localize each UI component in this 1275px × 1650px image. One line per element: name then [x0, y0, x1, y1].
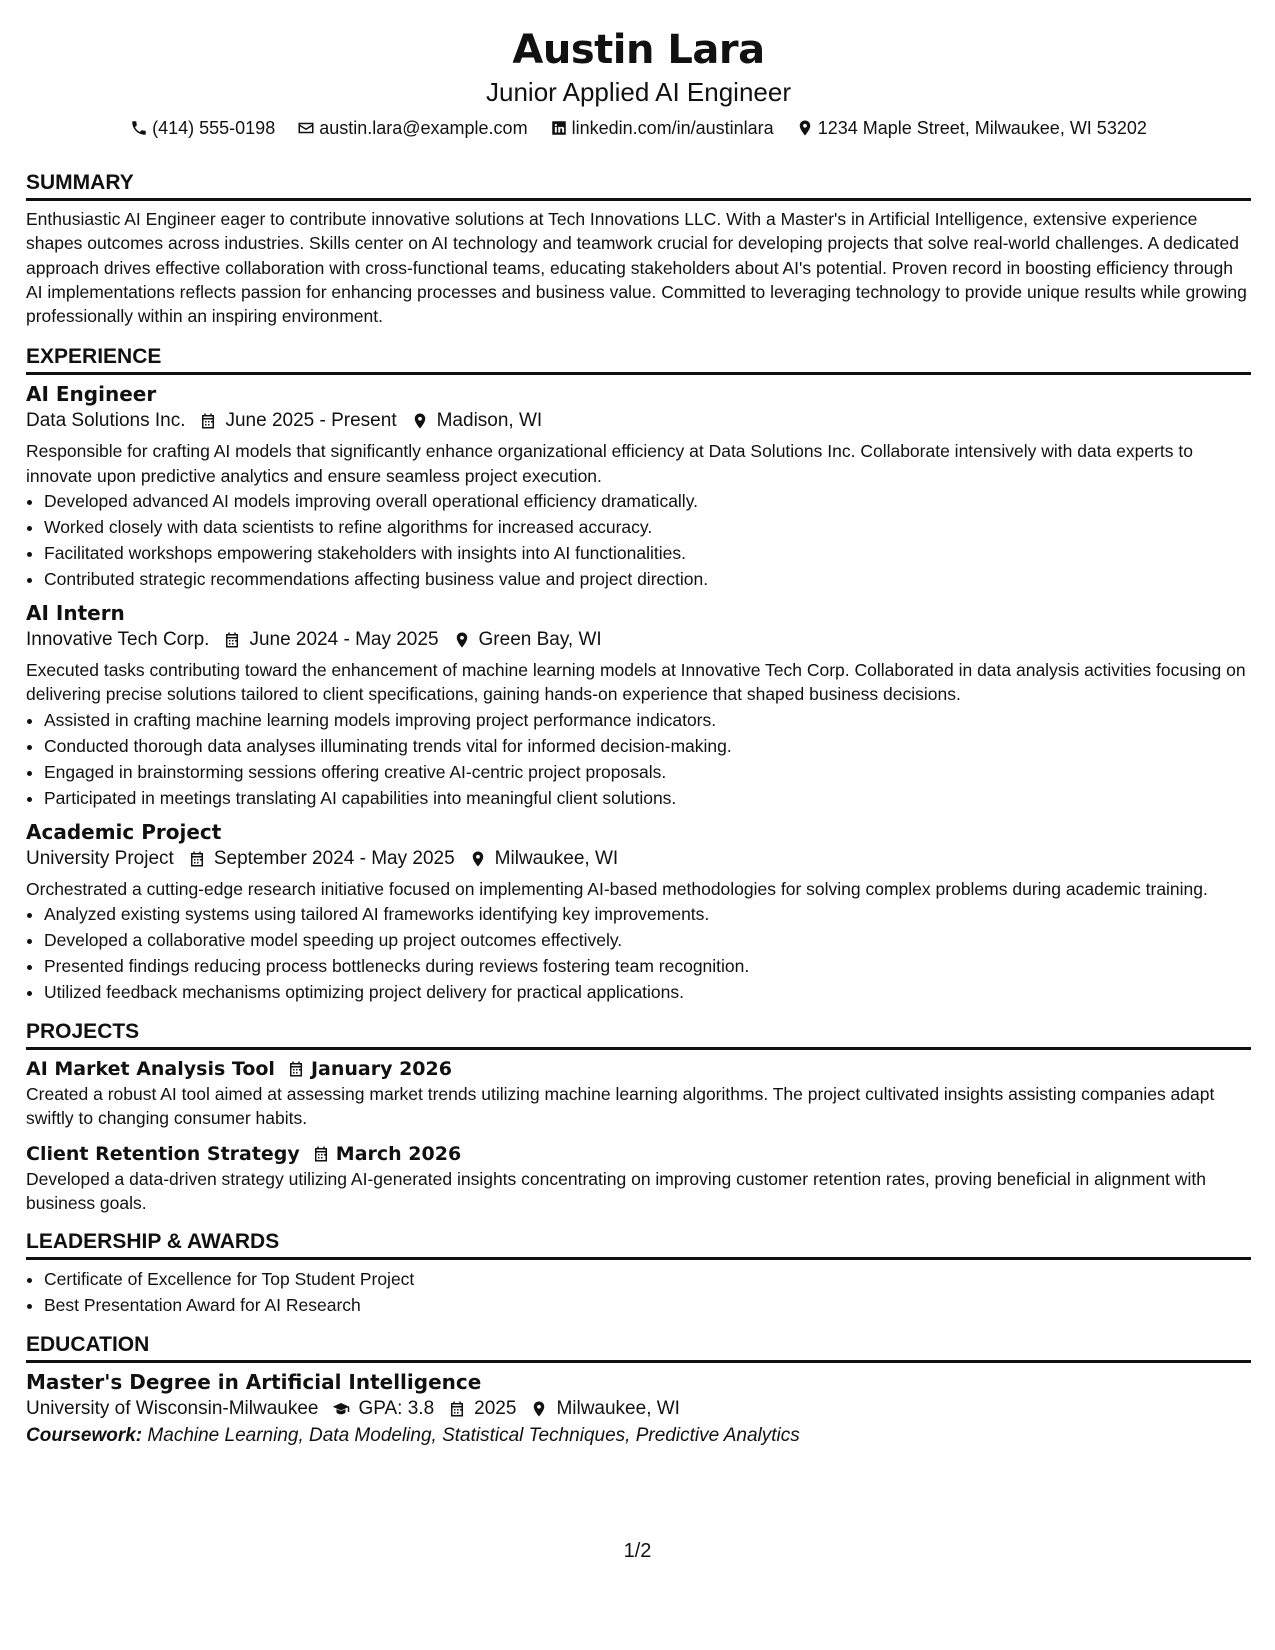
project-date: January 2026	[310, 1057, 452, 1080]
job-dates: June 2025 - Present	[225, 410, 397, 432]
calendar-icon	[188, 850, 206, 868]
awards-list	[26, 1266, 1251, 1318]
education-section	[26, 1332, 1251, 1449]
coursework-label: Coursework:	[26, 1425, 143, 1447]
envelope-icon	[297, 119, 315, 137]
job-bullets	[26, 707, 1251, 811]
candidate-name: Austin Lara	[512, 27, 765, 73]
job-company: Innovative Tech Corp.	[26, 629, 210, 651]
list-item: • Engaged in brainstorming sessions offering creative AI-centric project proposals.	[44, 759, 1251, 785]
summary-text: Enthusiastic AI Engineer eager to contribute innovative solutions at Tech Innovations LLC. With a Master's in Artificial Intelligence, extensive experience shapes outcomes across industries. Skills center on AI technology and teamwork crucial for developing projects that solve real-world challenges. A dedicated approach drives effective collaboration with cross-functional teams, educating stakeholders about AI's potential. Proven record in boosting efficiency through AI implementations reflects passion for enhancing processes and business value. Committed to leveraging technology to provide unique results while growing professionally within an inspiring environment.	[26, 209, 1247, 327]
email-text: austin.lara@example.com	[319, 118, 528, 138]
experience-entry	[26, 600, 1251, 811]
job-bullets	[26, 901, 1251, 1005]
list-item: • Presented findings reducing process bottlenecks during reviews fostering team recognition.	[44, 953, 1251, 979]
job-description: Responsible for crafting AI models that significantly enhance organizational efficiency at Data Solutions Inc. Collaborate intensively with data experts to innovate upon predictive analytics and ensure seamless project execution.	[26, 441, 1193, 486]
page-number: 1/2	[623, 1540, 652, 1562]
linkedin-text: linkedin.com/in/austinlara	[571, 118, 774, 138]
candidate-headline: Junior Applied AI Engineer	[486, 77, 791, 107]
experience-entry	[26, 819, 1251, 1005]
section-title-summary: SUMMARY	[26, 170, 1251, 201]
job-location: Madison, WI	[436, 410, 543, 432]
section-title-awards: LEADERSHIP & AWARDS	[26, 1229, 1251, 1260]
contact-email[interactable]	[297, 116, 527, 140]
section-title-projects: PROJECTS	[26, 1019, 1251, 1050]
job-meta	[26, 407, 1251, 435]
job-description: Executed tasks contributing toward the enhancement of machine learning models at Innovative Tech Corp. Collaborated in data analysis activities focusing on delivering precise solutions tailored to client specifications, gaining hands-on experience that shaped business decisions.	[26, 660, 1246, 705]
job-title: AI Engineer	[26, 382, 157, 407]
project-date: March 2026	[335, 1142, 462, 1165]
graduation-year: 2025	[474, 1398, 517, 1420]
phone-text: (414) 555-0198	[152, 118, 276, 138]
list-item: • Developed a collaborative model speeding up project outcomes effectively.	[44, 927, 1251, 953]
projects-section	[26, 1019, 1251, 1215]
map-pin-icon	[411, 412, 429, 430]
job-dates: June 2024 - May 2025	[249, 629, 439, 651]
job-company: University Project	[26, 847, 174, 869]
job-dates: September 2024 - May 2025	[213, 847, 455, 869]
linkedin-icon	[550, 119, 568, 137]
experience-section	[26, 344, 1251, 1004]
map-pin-icon	[796, 119, 814, 137]
project-description: Created a robust AI tool aimed at assessing market trends utilizing machine learning algorithms. The project cultivated insights assisting companies adapt swiftly to changing consumer habits.	[26, 1083, 1215, 1129]
list-item: • Utilized feedback mechanisms optimizing project delivery for practical applications.	[44, 979, 1251, 1005]
calendar-icon	[312, 1145, 330, 1163]
resume-page	[26, 0, 1251, 1449]
list-item: • Contributed strategic recommendations affecting business value and project direction.	[44, 566, 1251, 592]
calendar-icon	[223, 631, 241, 649]
project-name: AI Market Analysis Tool	[26, 1057, 275, 1080]
map-pin-icon	[469, 850, 487, 868]
section-title-experience: EXPERIENCE	[26, 344, 1251, 375]
experience-entry	[26, 381, 1251, 592]
job-title: AI Intern	[26, 601, 125, 626]
list-item: • Conducted thorough data analyses illuminating trends vital for informed decision-making.	[44, 733, 1251, 759]
list-item: • Developed advanced AI models improving overall operational efficiency dramatically.	[44, 488, 1251, 514]
job-bullets	[26, 488, 1251, 592]
address-text: 1234 Maple Street, Milwaukee, WI 53202	[817, 118, 1147, 138]
job-meta	[26, 845, 1251, 873]
school-name: University of Wisconsin-Milwaukee	[26, 1398, 319, 1420]
list-item: • Worked closely with data scientists to refine algorithms for increased accuracy.	[44, 514, 1251, 540]
degree-title: Master's Degree in Artificial Intelligence	[26, 1370, 482, 1395]
coursework-list: Machine Learning, Data Modeling, Statistical Techniques, Predictive Analytics	[147, 1425, 800, 1447]
phone-icon	[130, 119, 148, 137]
graduation-cap-icon	[332, 1400, 350, 1418]
job-location: Green Bay, WI	[478, 629, 602, 651]
awards-section	[26, 1229, 1251, 1318]
job-meta	[26, 626, 1251, 654]
calendar-icon	[199, 412, 217, 430]
list-item: • Certificate of Excellence for Top Student Project	[44, 1266, 1251, 1292]
list-item: • Best Presentation Award for AI Research	[44, 1292, 1251, 1318]
job-description: Orchestrated a cutting-edge research initiative focused on implementing AI-based methodologies for solving complex problems during academic training.	[26, 878, 1208, 899]
job-location: Milwaukee, WI	[494, 847, 619, 869]
gpa: GPA: 3.8	[358, 1398, 435, 1420]
calendar-icon	[448, 1400, 466, 1418]
project-header	[26, 1141, 1251, 1167]
project-entry	[26, 1056, 1251, 1131]
job-title: Academic Project	[26, 819, 222, 844]
list-item: • Participated in meetings translating AI capabilities into meaningful client solutions.	[44, 785, 1251, 811]
summary-section	[26, 170, 1251, 328]
calendar-icon	[287, 1060, 305, 1078]
school-location: Milwaukee, WI	[556, 1398, 680, 1420]
list-item: • Facilitated workshops empowering stakeholders with insights into AI functionalities.	[44, 540, 1251, 566]
map-pin-icon	[530, 1400, 548, 1418]
contact-bar	[26, 116, 1251, 140]
contact-address	[796, 116, 1147, 140]
project-header	[26, 1056, 1251, 1082]
section-title-education: EDUCATION	[26, 1332, 1251, 1363]
contact-linkedin[interactable]	[550, 116, 774, 140]
project-entry	[26, 1141, 1251, 1216]
coursework	[26, 1423, 1251, 1449]
map-pin-icon	[453, 631, 471, 649]
project-description: Developed a data-driven strategy utilizing AI-generated insights concentrating on improving customer retention rates, proving beneficial in alignment with business goals.	[26, 1168, 1206, 1213]
education-meta	[26, 1395, 1251, 1423]
project-name: Client Retention Strategy	[26, 1142, 300, 1165]
contact-phone[interactable]	[130, 116, 275, 140]
list-item: • Analyzed existing systems using tailored AI frameworks identifying key improvements.	[44, 901, 1251, 927]
list-item: • Assisted in crafting machine learning models improving project performance indicators.	[44, 707, 1251, 733]
job-company: Data Solutions Inc.	[26, 410, 186, 432]
